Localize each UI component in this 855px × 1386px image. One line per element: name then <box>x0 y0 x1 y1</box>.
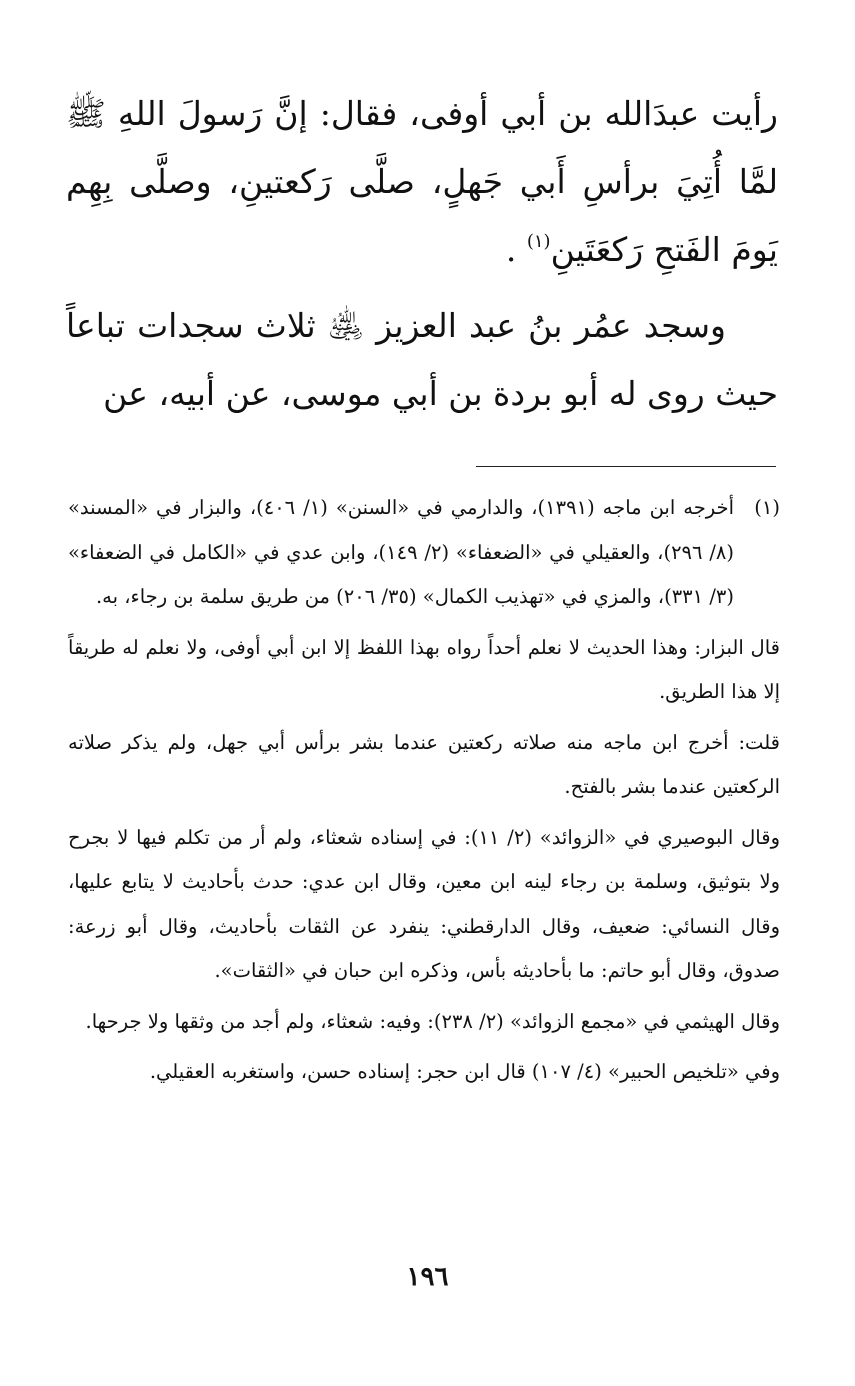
footnote-number: (١) <box>754 496 780 519</box>
footnote-talkhis: وفي «تلخيص الحبير» (٤/ ١٠٧) قال ابن حجر: إسناده حسن، واستغربه العقيلي. <box>149 1060 780 1083</box>
main-paragraph-2: وسجد عمُر بنُ عبد العزيز ﵁ ثلاث سجدات تباعاً حيث روى له أبو بردة بن أبي موسى، عن أبيه، عن <box>66 306 778 413</box>
footnote-citation: أخرجه ابن ماجه (١٣٩١)، والدارمي في «السنن» (١/ ٤٠٦)، والبزار في «المسند» (٨/ ٢٩٦)، والعقيلي في «الضعفاء» (٢/ ١٤٩)، وابن عدي في «الكامل في الضعفاء» (٣/ ٣٣١)، والمزي في «تهذيب الكمال» (٣٥/ ٢٠٦) من طريق سلمة بن رجاء، به. <box>68 496 735 608</box>
footnote-1 <box>68 486 780 620</box>
footnote-busiri: وقال البوصيري في «الزوائد» (٢/ ١١): في إسناده شعثاء، ولم أر من تكلم فيها لا بجرح ولا بتوثيق، وسلمة بن رجاء لينه ابن معين، وقال ابن عدي: حدث بأحاديث لا يتابع عليها، وقال النسائي: ضعيف، وقال الدارقطني: ينفرد عن الثقات بأحاديث، وقال أبو زرعة: صدوق، وقال أبو حاتم: ما بأحاديثه بأس، وذكره ابن حبان في «الثقات». <box>68 825 780 982</box>
main-paragraph-1-end: . <box>505 230 517 269</box>
footnote-marker: (١) <box>526 231 551 252</box>
footnote-qultu: قلت: أخرج ابن ماجه منه صلاته ركعتين عندما بشر برأس أبي جهل، ولم يذكر صلاته الركعتين عندما بشر بالفتح. <box>68 730 780 798</box>
footnote-haythami: وقال الهيثمي في «مجمع الزوائد» (٢/ ٢٣٨): وفيه: شعثاء، ولم أجد من وثقها ولا جرحها. <box>85 1009 780 1033</box>
main-text <box>66 80 778 428</box>
page-number: ١٩٦ <box>406 1262 449 1292</box>
main-paragraph-1-text: رأيت عبدَالله بن أبي أوفى، فقال: إنَّ رَسولَ اللهِ ﷺ لمَّا أُتِيَ برأسِ أَبي جَهلٍ، صلَّى رَكعتينِ، وصلَّى بِهِم يَومَ الفَتحِ رَكعَتَينِ <box>66 94 778 269</box>
main-paragraph-1 <box>66 80 778 284</box>
footnotes <box>68 486 780 1095</box>
footnote-bazzar: قال البزار: وهذا الحديث لا نعلم أحداً رواه بهذا اللفظ إلا ابن أبي أوفى، ولا نعلم له طريقاً إلا هذا الطريق. <box>68 635 780 703</box>
footnote-divider <box>476 466 776 467</box>
